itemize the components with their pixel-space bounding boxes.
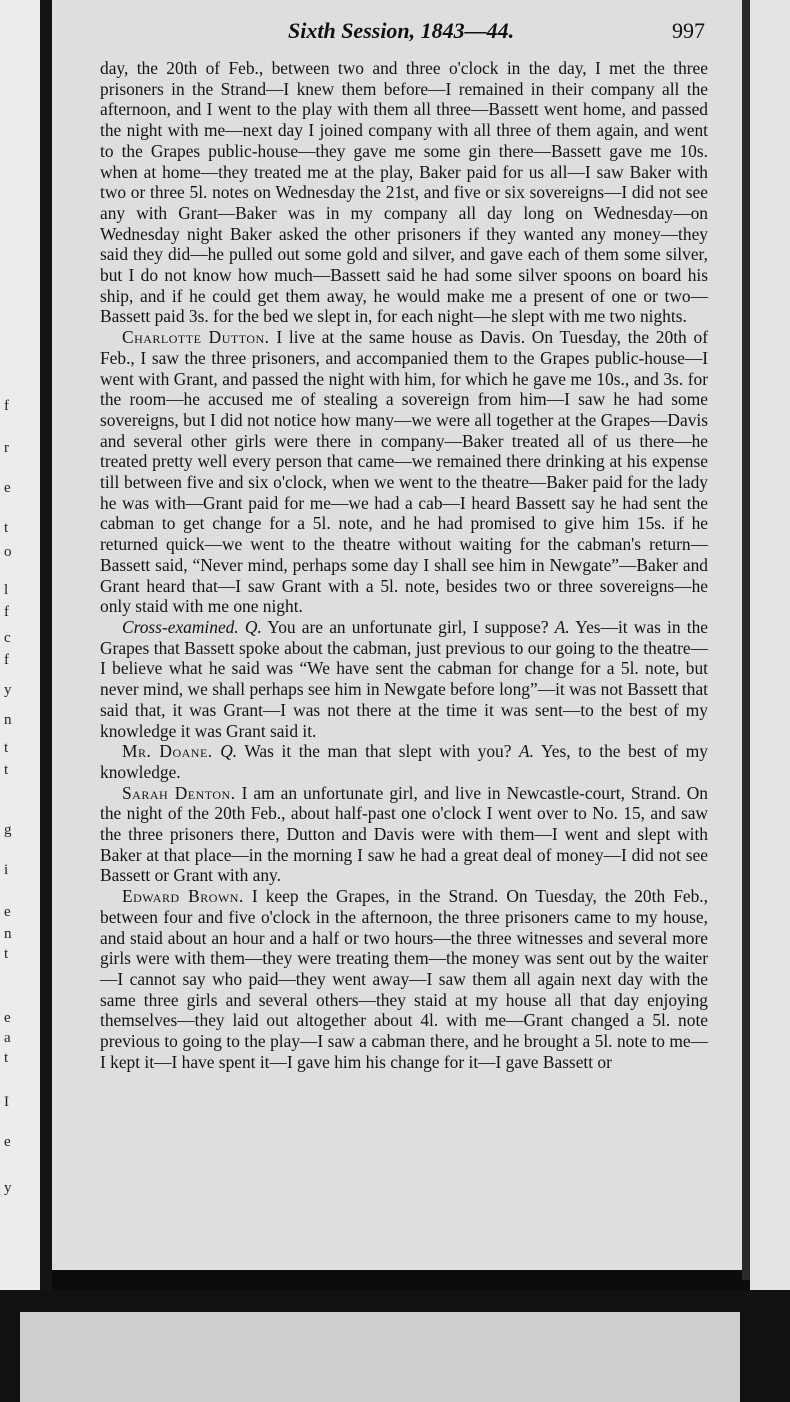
margin-fragment: I: [4, 1094, 9, 1110]
margin-fragment: t: [4, 762, 9, 778]
margin-fragment: e: [4, 1010, 11, 1026]
running-title: Sixth Session, 1843—44.: [288, 18, 515, 43]
margin-fragment: r: [4, 440, 9, 456]
cross-examined-label: Cross-examined.: [122, 616, 239, 637]
body-text: [100, 58, 708, 1072]
page-number: 997: [672, 18, 705, 43]
book-spine-shadow: [40, 0, 52, 1290]
margin-fragment: g: [4, 822, 12, 838]
margin-fragment: f: [4, 398, 9, 414]
paragraph-sarah-denton: [100, 783, 708, 887]
right-margin-paper: [750, 0, 790, 1402]
margin-fragment: f: [4, 652, 9, 668]
margin-fragment: t: [4, 946, 9, 962]
testimony-text: I am an unfortunate girl, and live in Newcastle-court, Strand. On the night of the 20th Feb., about half-past one o'clock I went over to No. 15, and saw the three prisoners there, Dutton and Davis were with them—I went and slept with Baker at that place—in the morning I saw he had a great deal of money—I did not see Bassett or Grant with any.: [100, 782, 708, 886]
margin-fragment: e: [4, 480, 11, 496]
document-page: [52, 0, 742, 1270]
paragraph-testimony-continued: day, the 20th of Feb., between two and three o'clock in the day, I met the three prisoners in the Strand—I knew them before—I remained in their company all the afternoon, and I went to the play with them all three—Bassett went home, and passed the night with me—next day I joined company with all three of them again, and went to the Grapes public-house—they gave me some gin there—Bassett gave me 10s. when at home—they treated me at the play, Baker paid for us all—I saw Baker with two or three 5l. notes on Wednesday the 21st, and five or six sovereigns—I did not see any with Grant—Baker was in my company all day long on Wednesday—on Wednesday night Baker asked the other prisoners if they wanted any money—they said they did—he pulled out some gold and silver, and gave each of them some silver, but I do not know how much—Bassett said he had some silver spoons on board his ship, and if he could get them away, he would make me a present of one or two—Bassett paid 3s. for the bed we slept in, for each night—he slept with me two nights.: [100, 58, 708, 327]
answer-text: Yes, to the best of my knowledge.: [100, 741, 708, 782]
speaker-name: Charlotte Dutton.: [122, 327, 270, 348]
question-marker: Q.: [220, 741, 238, 762]
question-marker: Q.: [244, 616, 262, 637]
paragraph-edward-brown: [100, 886, 708, 1072]
page-edge-shadow: [742, 0, 750, 1280]
under-page-sheet: [20, 1312, 740, 1402]
margin-fragment: i: [4, 862, 9, 878]
margin-fragment: t: [4, 740, 9, 756]
margin-fragment: t: [4, 520, 9, 536]
answer-marker: A.: [554, 616, 570, 637]
margin-fragment: y: [4, 682, 12, 698]
margin-fragment: n: [4, 926, 12, 942]
answer-marker: A.: [519, 741, 535, 762]
margin-fragment: a: [4, 1030, 11, 1046]
paragraph-cross-examination: [100, 617, 708, 741]
question-text: Was it the man that slept with you?: [244, 741, 512, 762]
speaker-name: Sarah Denton.: [122, 782, 236, 803]
margin-fragment: c: [4, 630, 11, 646]
margin-fragment: t: [4, 1050, 9, 1066]
paragraph-charlotte-dutton: [100, 327, 708, 617]
margin-fragment: l: [4, 582, 9, 598]
question-text: You are an unfortunate girl, I suppose?: [267, 616, 549, 637]
margin-fragment: e: [4, 1134, 11, 1150]
speaker-name: Edward Brown.: [122, 886, 244, 907]
margin-fragment: o: [4, 544, 12, 560]
answer-text: Yes—it was in the Grapes that Bassett spoke about the cabman, just previous to our going to the theatre—I believe what he said was “We have sent the cabman for change for a 5l. note, but never mind, we shall perhaps see him in Newgate before long”—it was not Bassett that said that, it was Grant—I was not there at the time it was sent—to the best of my knowledge it was Grant said it.: [100, 616, 708, 741]
margin-fragment: f: [4, 604, 9, 620]
adjacent-page-strip: [0, 0, 42, 1402]
paragraph-mr-doane: [100, 741, 708, 782]
speaker-name: Mr. Doane.: [122, 741, 213, 762]
margin-fragment: e: [4, 904, 11, 920]
testimony-text: I live at the same house as Davis. On Tuesday, the 20th of Feb., I saw the three prisoners, and accompanied them to the Grapes public-house—I went with Grant, and passed the night with him, for which he gave me 10s., and 3s. for the room—he accused me of stealing a sovereign from him—I saw he had some sovereigns, but I did not notice how many—we were all together at the Grapes—Davis and several other girls were there in company—Baker treated all of us there—he treated pretty well every person that came—we remained there drinking at his expense till between five and six o'clock, when we went to the theatre—Baker paid for the lady he was with—Grant paid for me—we had a cab—I heard Bassett say he had sent the cabman to get change for a 5l. note, and he had promised to give him 15s. if he returned quick—we went to the theatre without waiting for the cabman's return—Bassett said, “Never mind, perhaps some day I shall see him in Newgate”—Baker and Grant heard that—I saw Grant with a 5l. note, besides two or three sovereigns—he only staid with me one night.: [100, 327, 708, 617]
margin-fragment: n: [4, 712, 12, 728]
testimony-text: I keep the Grapes, in the Strand. On Tuesday, the 20th Feb., between four and five o'clock in the afternoon, the three prisoners came to my house, and staid about an hour and a half or two hours—the three witnesses and several more girls were with them—they were treating them—the money was sent out by the waiter—I cannot say who paid—they went away—I saw them all again next day with the same three girls and several others—they staid at my house all that day enjoying themselves—they laid out altogether about 4l. with me—Grant changed a 5l. note previous to going to the play—I saw a cabman there, and he brought a 5l. note to me—I kept it—I have spent it—I gave him his change for it—I gave Bassett or: [100, 886, 708, 1072]
running-header: [52, 14, 742, 54]
margin-fragment: y: [4, 1180, 12, 1196]
